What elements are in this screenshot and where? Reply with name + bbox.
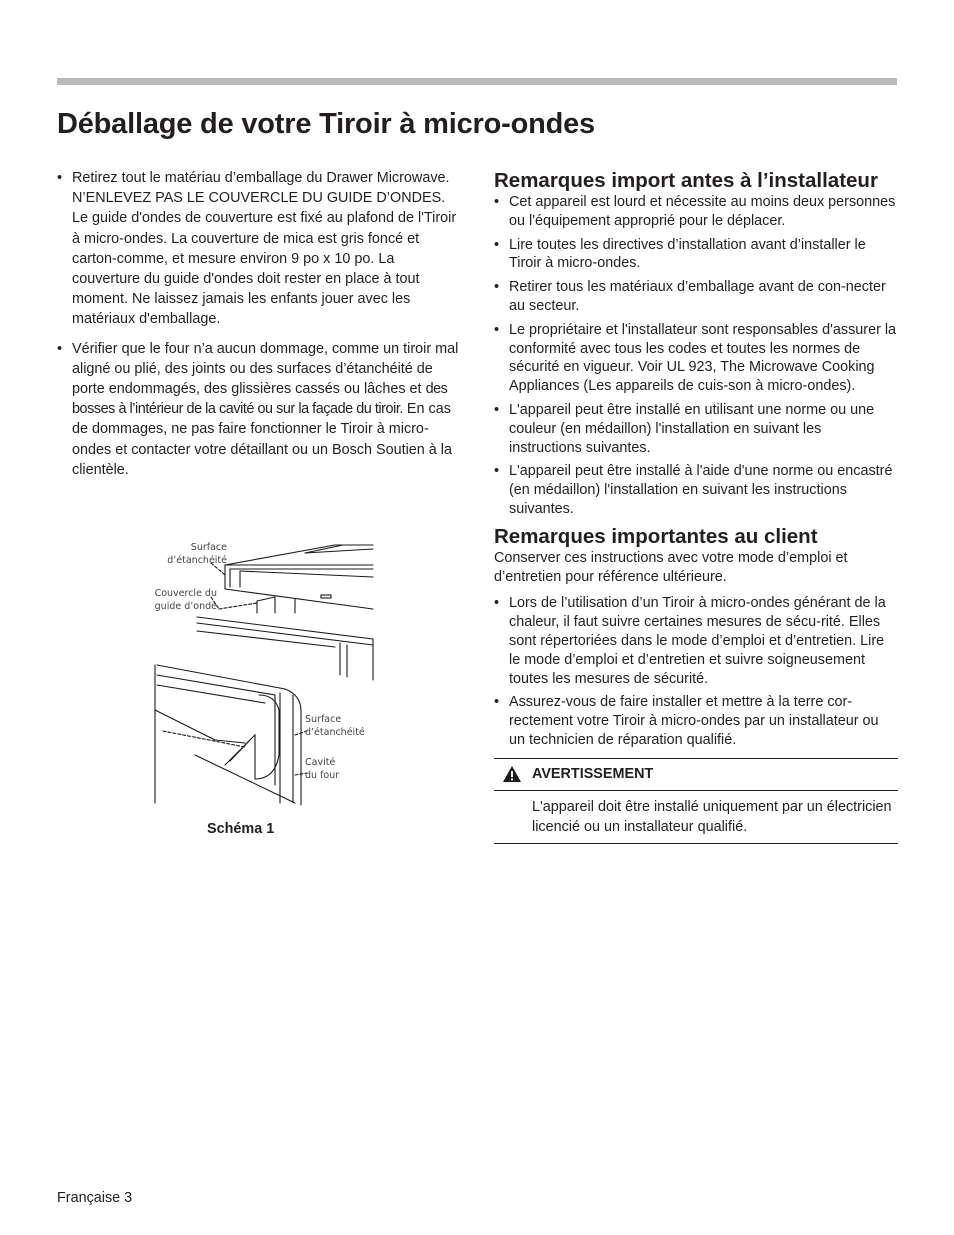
list-item: • Assurez-vous de faire installer et mettre à la terre cor-rectement votre Tiroir à micro-ondes par un installateur ou un technicien de réparation qualifié. <box>494 693 898 749</box>
list-item: • Le propriétaire et l'installateur sont responsables d'assurer la conformité avec tous les codes et toutes les normes de sécurité en vigueur. Voir UL 923, The Microwave Cooking Appliances (Les appareils de cuis-son à micro-ondes). <box>494 321 898 396</box>
installer-notes-list <box>494 193 898 519</box>
warning-box <box>494 758 898 844</box>
client-heading: Remarques importantes au client <box>494 524 818 548</box>
list-item: • Lire toutes les directives d’installation avant d’installer le Tiroir à micro-ondes. <box>494 236 898 274</box>
left-column <box>57 168 462 489</box>
list-item-part: En cas de dommages, ne pas faire fonctionner le Tiroir à micro-ondes et contacter votre détaillant ou un Bosch Soutien à la clientèle. <box>72 401 453 478</box>
list-item: • Retirer tous les matériaux d’emballage avant de con-necter au secteur. <box>494 278 898 316</box>
list-item-part: des bosses à l’intérieur de la cavité ou sur la façade du tiroir. <box>72 381 448 418</box>
list-item: • Cet appareil est lourd et nécessite au moins deux personnes ou l'équipement approprié pour le déplacer. <box>494 193 898 231</box>
list-item-part: Vérifier que le four n’a aucun dommage, comme un tiroir mal aligné ou plié, des joints ou des surfaces d’étanchéité de porte endommagés, des glissières cassés ou lâches et <box>72 340 459 398</box>
list-item: • Lors de l’utilisation d’un Tiroir à micro-ondes générant de la chaleur, il faut suivre certaines mesures de sécu-rité. Elles sont répertoriées dans le mode d’emploi et d’entretien. Lire le mode d’emploi et d’entretien et suivre soigneusement toutes les mesures de sécurité. <box>494 594 898 688</box>
warning-text: L'appareil doit être installé uniquement par un électricien licencié ou un installateur qualifié. <box>532 798 892 835</box>
label-surface-etancheite-bottom: Surface d’étanchéité <box>305 714 365 738</box>
list-item: • L'appareil peut être installé en utilisant une norme ou une couleur (en médaillon) l'installation en suivant les instructions suivantes. <box>494 401 898 457</box>
installer-heading: Remarques import antes à l’installateur <box>494 169 878 192</box>
client-intro: Conserver ces instructions avec votre mode d’emploi et d’entretien pour référence ultérieure. <box>494 549 848 585</box>
list-item <box>57 339 462 480</box>
drawer-diagram <box>135 535 385 810</box>
page-footer: Française 3 <box>57 1190 133 1206</box>
warning-header <box>494 759 898 791</box>
right-column <box>494 168 898 844</box>
warning-label: AVERTISSEMENT <box>532 766 654 783</box>
unpacking-list <box>57 168 462 480</box>
schematic-figure <box>135 535 385 810</box>
top-rule <box>57 78 897 85</box>
label-cavite-four: Cavité du four <box>305 757 340 781</box>
label-surface-etancheite-top: Surface d’étanchéité <box>167 542 227 566</box>
page-title: Déballage de votre Tiroir à micro-ondes <box>57 108 595 140</box>
list-item: • Retirez tout le matériau d’emballage du Drawer Microwave. N’ENLEVEZ PAS LE COUVERCLE DU GUIDE D’ONDES. Le guide d'ondes de couverture est fixé au plafond de l'Tiroir à micro-ondes. La couverture de mica est gris foncé et carton-comme, et mesure environ 9 po x 10 po. La couverture du guide d'ondes doit rester en place à tout moment. Ne laissez jamais les enfants jouer avec les matériaux d'emballage. <box>57 168 462 330</box>
label-couvercle-guide: Couvercle du guide d’onde <box>154 588 217 612</box>
warning-triangle-icon <box>502 765 522 783</box>
list-item: • L'appareil peut être installé à l'aide d'une norme ou encastré (en médaillon) l'installation en suivant les instructions suivantes. <box>494 462 898 518</box>
figure-caption: Schéma 1 <box>207 821 275 837</box>
client-notes-list <box>494 594 898 749</box>
